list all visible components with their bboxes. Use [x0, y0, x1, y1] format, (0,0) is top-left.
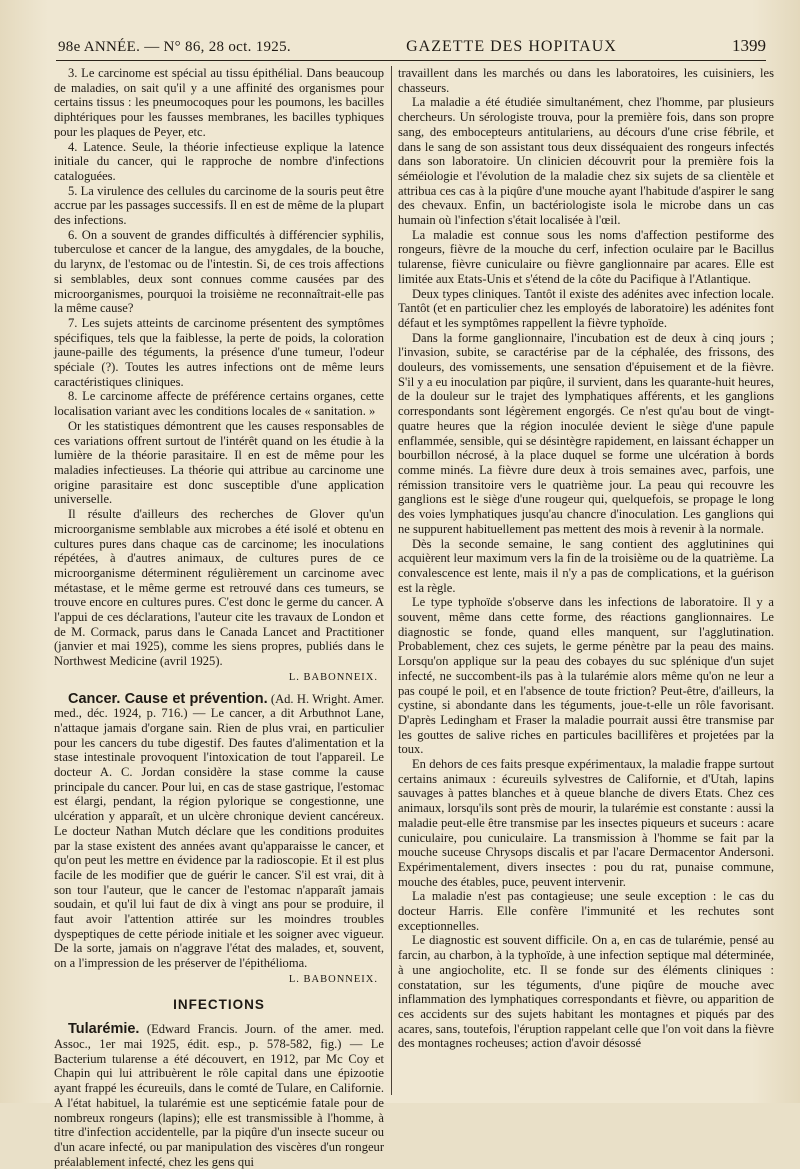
paragraph: 5. La virulence des cellules du carcinome de la souris peut être accrue par les passages successifs. Il en est de même de la plupart des infections. — [54, 183, 384, 228]
paragraph: 8. Le carcinome affecte de préférence certains organes, cette localisation variant avec les conditions locales de « sanitation. » — [54, 389, 384, 419]
section-title: INFECTIONS — [173, 996, 265, 1012]
journal-title: GAZETTE DES HOPITAUX — [406, 38, 617, 55]
paragraph: 7. Les sujets atteints de carcinome présentent des symptômes spécifiques, tels que la faiblesse, la perte de poids, la coloration jaune-paille des téguments, la présence d'une tumeur, l'odeur spéciale (?). Toutes les autres infections ont de même leurs caractéristiques cliniques. — [54, 315, 384, 389]
paragraph: En dehors de ces faits presque expérimentaux, la maladie frappe surtout certains animaux : écureuils sylvestres de Californie, et d'Utah, lapins sauvages à pattes blanches et à queue blanche de divers Etats. Chez ces animaux, lorsqu'ils sont près de mourir, la tularémie est constante : aussi la maladie peut-elle être transmise par les insectes piqueurs et suceurs : acare cuniculaire, pou cuniculaire. La transmission à l'homme se fait par la mouche suceuse Chrysops discalis et par l'acare Dermacentor Andersoni. Expérimentalement, divers insectes : pou du rat, punaise commune, mouche des étables, puce, peuvent intervenir. — [398, 757, 774, 889]
paragraph: La maladie n'est pas contagieuse; une seule exception : le cas du docteur Harris. Elle confère l'immunité et les rechutes sont exceptionnelles. — [398, 889, 774, 933]
page-number: 1399 — [731, 36, 766, 55]
paragraph: Il résulte d'ailleurs des recherches de Glover qu'un microorganisme semblable aux microbes a été isolé et obtenu en cultures pures dans chaque cas de carcinome; les inoculations répétées, à d'autres animaux, de cultures pures de ce microorganisme déterminent régulièrement un carcinome avec métastase, et le même germe est retrouvé dans ces tumeurs, se trouve encore en cultures pures. C'est donc le germe du cancer. A l'appui de ces déclarations, l'auteur cite les travaux de London et de M. Cormack, parus dans le Canada Lancet and Practitioner (janvier et mai 1925), comme les siens propres, publiés dans le Northwest Medicine (avril 1925). — [54, 507, 384, 669]
author-signature: L. BABONNEIX. — [288, 973, 378, 985]
article-title: Cancer. Cause et prévention. — [68, 690, 268, 707]
column-divider — [391, 66, 392, 1095]
paragraph: Deux types cliniques. Tantôt il existe des adénites avec infection locale. Tantôt (et en particulier chez les employés de laboratoire) les adénites font défaut et les symptômes rappellent la fièvre typhoïde. — [398, 286, 774, 330]
cancer-article — [54, 692, 384, 971]
article-body: — Le Bacterium tularense a été découvert, en 1912, par Mc Coy et Chapin qui lui attribuèrent le rôle capital dans une épizootie ayant frappé les écureuils, dans le comté de Tulare, en Californie. A l'état habituel, la tularémie est une septicémie fatale pour de nombreux rongeurs (lapins); elle est transmissible à l'homme, à titre d'infection accidentelle, par la piqûre d'un insecte suceur ou d'un acare infecté, ou par manipulation des viscères d'un rongeur préalablement infecté, chez les gens qui — [54, 1037, 385, 1169]
right-column — [398, 66, 774, 1095]
paragraph: La maladie a été étudiée simultanément, chez l'homme, par plusieurs chercheurs. Un sérologiste trouva, pour la première fois, dans son propre sang, des embocepteurs antitulariens, au décours d'une crise fébrile, et dans le sang de son assistant tous deux disséquaient des rongeurs infectés dans son laboratoire. Un clinicien découvrit pour la première fois la séméiologie et l'évolution de la maladie chez six sujets de sa clientèle et attribua ces cas à la piqûre d'une mouche ayant l'habitude d'aspirer le sang des chevaux. Enfin, un bactériologiste isola le microbe dans un cas humain où l'infection s'était localisée à l'œil. — [398, 95, 774, 228]
author-signature: L. BABONNEIX. — [288, 671, 378, 683]
paragraph: Le type typhoïde s'observe dans les infections de laboratoire. Il y a souvent, même dans cette forme, des réactions ganglionnaires. Le diagnostic se fonde, quand elles manquent, sur l'agglutination. Probablement, chez ces sujets, le germe pénètre par la peau des mains. Lorsqu'on applique sur la peau des cobayes du suc splénique d'un sujet infecté, ne succombent-ils pas à la tularémie alors même qu'on ne leur a pas coupé le poil, et en l'absence de toute friction? Peut-être, d'ailleurs, la cystine, si abondante dans les téguments, joue-t-elle un rôle favorisant. D'après Ledingham et Fraser la maladie pourrait aussi être transmise par les gouttes de salive riches en particules bacillifères et projetées par la toux. — [398, 595, 774, 757]
paragraph: La maladie est connue sous les noms d'affection pestiforme des rongeurs, fièvre de la mouche du cerf, infection oculaire par le Bacillus tularense, fièvre cuniculaire ou fièvre ganglionnaire par acares. Elle est limitée aux Etats-Unis et s'étend de la côte du Pacifique à l'Atlantique. — [398, 227, 774, 286]
page-header — [58, 30, 766, 56]
paragraph: 6. On a souvent de grandes difficultés à différencier syphilis, tuberculose et cancer de la langue, des amygdales, de la bouche, du larynx, de l'estomac ou de l'intestin. Si, de ces trois affections si semblables, deux sont connues comme causées par des microorganismes, pourquoi la troisième ne reconnaîtrait-elle pas la même cause? — [54, 227, 384, 316]
article-title: Tularémie. — [68, 1021, 140, 1038]
paragraph: Le diagnostic est souvent difficile. On a, en cas de tularémie, pensé au farcin, au charbon, à la typhoïde, à une infection septique mal déterminée, à une angiocholite, etc. Il se fonde sur des éléments cliniques : constatation, sur les téguments, d'une piqûre de mouche avec inflammation des lymphatiques correspondants et fièvre, ou apparition de ces accidents sur des sujets habitant les montagnes et piqués par des acares, sans, toutefois, l'éruption rappelant celle que l'on voit dans la fièvre des montagnes rocheuses; action d'avoir désossé — [398, 933, 774, 1051]
article-body: — Le cancer, a dit Arbuthnot Lane, n'attaque jamais d'organe sain. Rien de plus vrai, en particulier pour les cancers du tube digestif. Des fautes d'alimentation et la stase intestinale provoquent l'intoxication de tout l'appareil. Le docteur A. C. Jordan considère la stase comme la cause principale du cancer. Pour lui, en cas de stase gastrique, l'estomac est élargi, pendant, la région pylorique se congestionne, une ulcération y apparaît, et un ulcère chronique devient cancéreux. Le docteur Nathan Mutch déclare que les conditions produites par la stase existent des années avant qu'apparaisse le cancer, et qu'on peut les mettre en évidence par la radioscopie. Et il est plus facile de les modifier que de guérir le cancer. S'il est vrai, dit à son tour l'auteur, que le cancer de l'estomac n'apparaît jamais soudain, et qu'il lui faut de dix à vingt ans pour se produire, il faut avoir l'attention attirée sur les moindres troubles dyspeptiques de cette période initiale et les soigner avec vigueur. De la sorte, jamais on n'aggrave l'état des malades, et, souvent, on a l'impression de les préserver de l'épithélioma. — [54, 706, 384, 971]
paragraph: 3. Le carcinome est spécial au tissu épithélial. Dans beaucoup de maladies, on sait qu'il y a une affinité des organismes pour certains tissus : les pneumocoques pour les poumons, les bacilles diphtériques pour les fausses membranes, les bacilles typhiques pour les plaques de Peyer, etc. — [54, 66, 384, 139]
paragraph: 4. Latence. Seule, la théorie infectieuse explique la latence initiale du cancer, qui le rapproche de nombre d'infections cataloguées. — [54, 139, 384, 183]
header-rule — [56, 60, 766, 61]
tularemia-article — [54, 1022, 384, 1169]
article-reference: (Edward Francis. Journ. of the amer. med. Assoc., 1er mai 1925, édit. esp., p. 578-582, fig.) — [54, 1022, 384, 1051]
article-reference: (Ad. H. Wright. Amer. med., déc. 1924, p. 716.) — [54, 691, 384, 721]
paragraph: Dès la seconde semaine, le sang contient des agglutinines qui acquièrent leur maximum vers la fin de la troisième ou de la quatrième. La convalescence est lente, mais il n'y a pas de complications, et la guérison est la règle. — [398, 536, 774, 595]
issue-info: 98e ANNÉE. — N° 86, 28 oct. 1925. — [58, 39, 291, 55]
left-column — [54, 66, 385, 1169]
paragraph: travaillent dans les marchés ou dans les laboratoires, les cuisiniers, les chasseurs. — [398, 66, 774, 95]
paragraph: Or les statistiques démontrent que les causes responsables de ces variations offrent surtout de l'intérêt quand on les étudie à la lumière de la théorie parasitaire. Il en est de même pour les maladies infectieuses. La théorie qui attribue au carcinome une origine parasitaire est donc susceptible d'une application universelle. — [54, 418, 384, 507]
paragraph: Dans la forme ganglionnaire, l'incubation est de deux à cinq jours ; l'invasion, subite, se caractérise par de la céphalée, des frissons, des douleurs, des vomissements, une sensation d'épuisement et de la fièvre. S'il y a eu inoculation par piqûre, il survient, dans les quarante-huit heures, de la douleur sur le trajet des lymphatiques afférents, et les ganglions correspondants sont légèrement engorgés. Ce n'est qu'au bout de vingt-quatre heures que la région inoculée devient le siège d'une papule enflammée, sensible, qui se désintègre rapidement, en laissant échapper un bourbillon nécrosé, à la place duquel se forme une ulcération à bords comme minés. La fièvre dure deux à trois semaines avec, parfois, une rémission transitoire vers le quatrième jour. La peau qui recouvre les ganglions est le siège d'une rougeur qui, quelquefois, se propage le long des voies lymphatiques jusqu'au chancre d'inoculation. Les ganglions qui ne suppurent habituellement pas mettent des mois à revenir à la normale. — [398, 330, 774, 536]
